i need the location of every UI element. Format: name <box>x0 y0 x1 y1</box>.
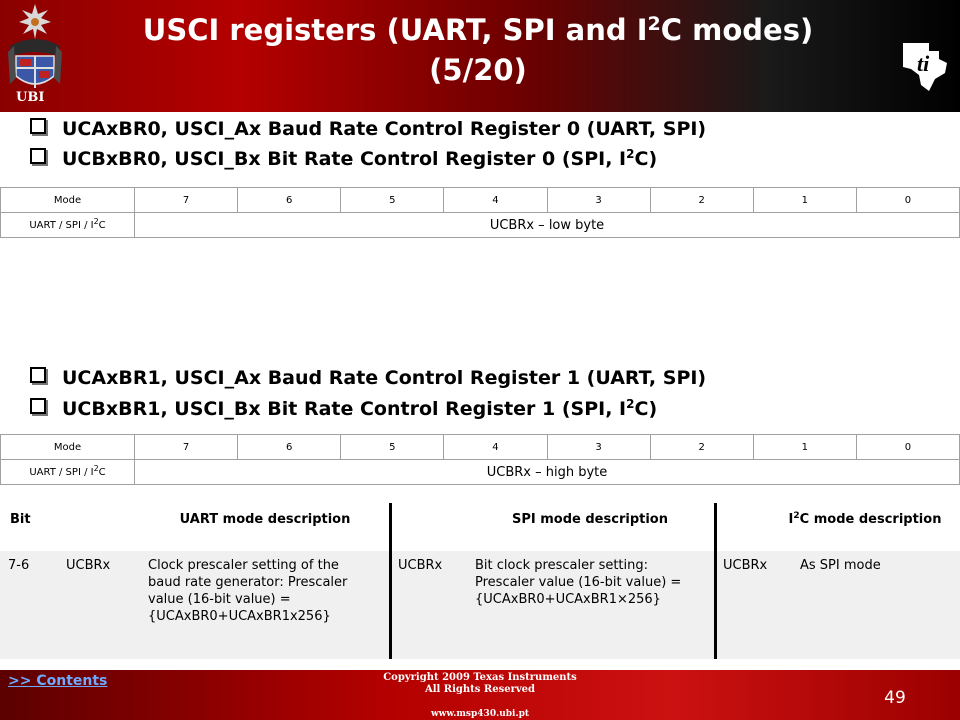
register-table-br0 <box>0 187 960 238</box>
slide-title-page: (5/20) <box>429 53 527 87</box>
uart-field-name: UCBRx <box>66 558 111 573</box>
bit-header-cell: 3 <box>547 435 650 460</box>
column-divider <box>389 503 392 659</box>
bit-header-cell: 1 <box>753 188 856 213</box>
spi-field-description: Bit clock prescaler setting: Prescaler value (16-bit value) = {UCAxBR0+UCAxBR1×256} <box>475 558 682 607</box>
header-bit: Bit <box>10 512 31 527</box>
i2c-field-description: As SPI mode <box>800 558 881 573</box>
bit-description-table <box>0 503 960 659</box>
spi-field-name: UCBRx <box>398 558 443 573</box>
svg-text:ti: ti <box>917 51 930 76</box>
bit-header-cell: 2 <box>650 435 753 460</box>
bit-header-cell: 0 <box>856 435 959 460</box>
header-uart-description: UART mode description <box>179 512 351 527</box>
mode-label-cell: UART / SPI / $I^2C$ <box>1 213 135 238</box>
register-header-row <box>1 188 960 213</box>
bit-header-cell: 0 <box>856 188 959 213</box>
register-field-cell: UCBRx – high byte <box>135 460 960 485</box>
bit-header-cell: 5 <box>341 188 444 213</box>
slide-footer <box>0 670 960 720</box>
ubi-logo-text: UBI <box>16 90 45 105</box>
slide-title: USCI registers (UART, SPI and $I^2C$ modes) (5/20) <box>142 13 814 87</box>
texas-instruments-logo-icon <box>895 35 955 95</box>
bullet-ucaxbr1: UCAxBR1, USCI_Ax Baud Rate Control Register 1 (UART, SPI) <box>30 367 706 389</box>
mode-label-cell: UART / SPI / $I^2C$ <box>1 460 135 485</box>
row-bit-range: 7-6 <box>8 558 30 573</box>
mode-header-cell: Mode <box>1 188 135 213</box>
copyright-notice: Copyright 2009 Texas Instruments All Rights Reserved <box>383 672 577 695</box>
bullet-ucbxbr1: UCBxBR1, USCI_Bx Bit Rate Control Register 1 (SPI, $I^2C$) <box>30 398 657 420</box>
slide-header <box>0 0 960 112</box>
register-field-cell: UCBRx – low byte <box>135 213 960 238</box>
bit-header-cell: 7 <box>135 188 238 213</box>
contents-link[interactable]: >> Contents <box>8 673 108 689</box>
checkbox-bullet-icon <box>30 398 46 414</box>
checkbox-bullet-icon <box>30 118 46 134</box>
register-header-row <box>1 435 960 460</box>
bullet-ucbxbr0: UCBxBR0, USCI_Bx Bit Rate Control Register 0 (SPI, $I^2C$) <box>30 148 657 170</box>
bit-header-cell: 6 <box>238 188 341 213</box>
checkbox-bullet-icon <box>30 148 46 164</box>
bit-header-cell: 3 <box>547 188 650 213</box>
bullet-ucaxbr0: UCAxBR0, USCI_Ax Baud Rate Control Register 0 (UART, SPI) <box>30 118 706 140</box>
register-value-row <box>1 213 960 238</box>
bit-header-cell: 1 <box>753 435 856 460</box>
checkbox-bullet-icon <box>30 367 46 383</box>
page-number: 49 <box>884 688 906 708</box>
register-value-row <box>1 460 960 485</box>
uart-field-description: Clock prescaler setting of the baud rate generator: Prescaler value (16-bit value) = {UCAxBR0+UCAxBR1x256} <box>148 558 348 624</box>
mode-header-cell: Mode <box>1 435 135 460</box>
bit-header-cell: 4 <box>444 188 547 213</box>
website-url: www.msp430.ubi.pt <box>430 709 530 719</box>
bit-header-cell: 6 <box>238 435 341 460</box>
bit-header-cell: 4 <box>444 435 547 460</box>
bit-header-cell: 2 <box>650 188 753 213</box>
bit-header-cell: 5 <box>341 435 444 460</box>
header-spi-description: SPI mode description <box>512 512 668 527</box>
header-i2c-description: $I^2C$ mode description <box>788 511 942 527</box>
i2c-field-name: UCBRx <box>723 558 768 573</box>
bit-header-cell: 7 <box>135 435 238 460</box>
column-divider <box>714 503 717 659</box>
register-table-br1 <box>0 434 960 485</box>
